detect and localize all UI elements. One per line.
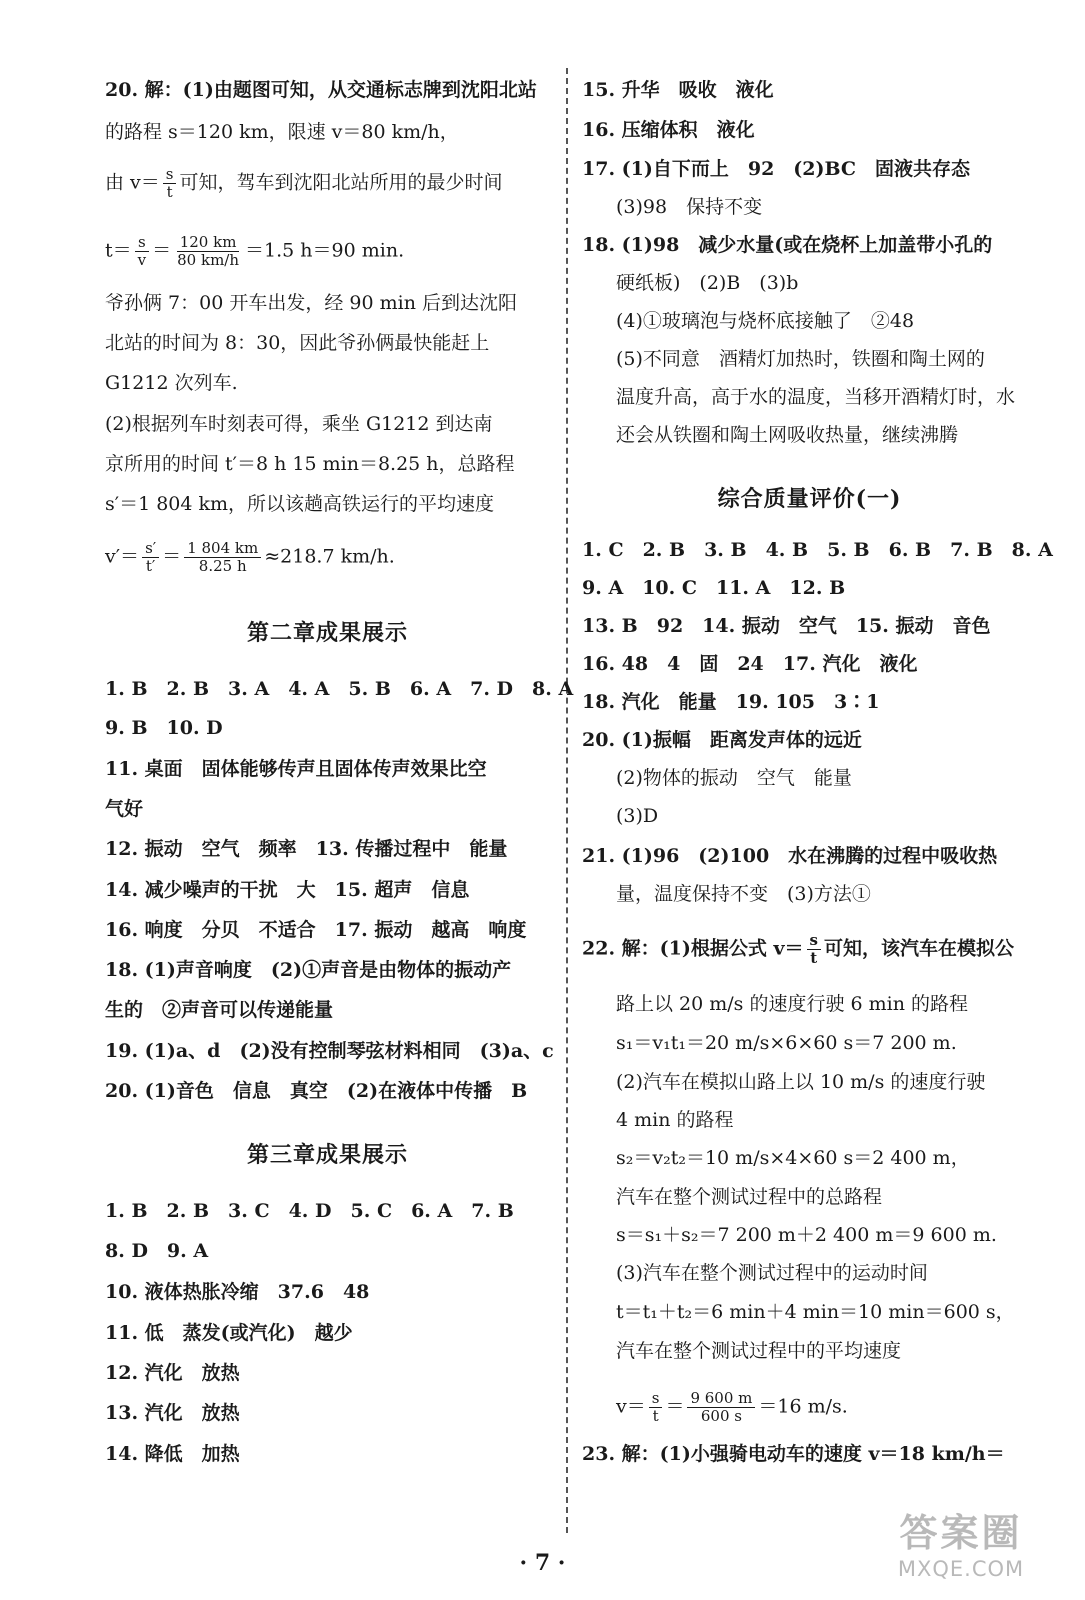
ch2-line-2: 9. B 10. D — [105, 717, 223, 739]
eval-line-13: s₁＝v₁t₁＝20 m/s×6×60 s＝7 200 m. — [616, 1032, 957, 1054]
section-title-chapter-2: 第二章成果展示 — [246, 620, 408, 646]
ch2-line-4: 气好 — [105, 798, 144, 820]
eval-line-10: 量，温度保持不变 (3)方法① — [616, 883, 871, 905]
q20-line-11 — [105, 540, 395, 575]
fraction-denominator: 8.25 h — [198, 557, 247, 575]
ch3-line-3: 10. 液体热胀冷缩 37.6 48 — [105, 1281, 370, 1303]
eval-line-20: t＝t₁＋t₂＝6 min＋4 min＝10 min＝600 s， — [616, 1301, 1015, 1323]
eval-line-4: 16. 48 4 固 24 17. 汽化 液化 — [582, 653, 918, 675]
eval-line-9: 21. (1)96 (2)100 水在沸腾的过程中吸收热 — [582, 845, 998, 867]
watermark-logo-text: 答案圈 — [899, 1511, 1023, 1555]
ch3-line-4: 11. 低 蒸发(或汽化) 越少 — [105, 1322, 353, 1344]
eval-line-8: (3)D — [616, 805, 659, 827]
ch3-line-1: 1. B 2. B 3. C 4. D 5. C 6. A 7. B — [105, 1200, 514, 1222]
ch2-line-11: 20. (1)音色 信息 真空 (2)在液体中传播 B — [105, 1080, 528, 1102]
section-title-chapter-3: 第三章成果展示 — [246, 1142, 408, 1168]
fraction-denominator: 600 s — [700, 1407, 742, 1425]
right-line-2: 16. 压缩体积 液化 — [582, 119, 755, 141]
right-line-1: 15. 升华 吸收 液化 — [582, 79, 774, 101]
ch2-line-1: 1. B 2. B 3. A 4. A 5. B 6. A 7. D 8. A — [105, 678, 574, 700]
q20-line-1: 20. 解：(1)由题图可知，从交通标志牌到沈阳北站 — [105, 79, 537, 101]
q20-text: 可知，驾车到沈阳北站所用的最少时间 — [179, 171, 503, 194]
page-number: · 7 · — [519, 1550, 566, 1576]
fraction-numerator: 120 km — [177, 234, 240, 252]
eval-line-7: (2)物体的振动 空气 能量 — [616, 767, 852, 789]
right-line-9: 温度升高，高于水的温度，当移开酒精灯时，水 — [616, 386, 1016, 408]
fraction — [807, 932, 821, 967]
fraction — [163, 166, 177, 201]
ch2-line-3: 11. 桌面 固体能够传声且固体传声效果比空 — [105, 758, 487, 780]
q20-line-10: s′＝1 804 km，所以该趟高铁运行的平均速度 — [105, 493, 495, 515]
q20-line-5: 爷孙俩 7：00 开车出发，经 90 min 后到达沈阳 — [105, 292, 517, 314]
eval-line-22 — [616, 1390, 848, 1425]
right-line-4: (3)98 保持不变 — [616, 196, 763, 218]
q20-line-2: 的路程 s＝120 km，限速 v＝80 km/h， — [105, 121, 459, 143]
fraction-numerator: s — [163, 166, 177, 184]
q20-text: ＝ — [162, 545, 182, 568]
q20-line-3 — [105, 166, 503, 201]
fraction-numerator: s — [135, 234, 149, 252]
right-line-6: 硬纸板) (2)B (3)b — [616, 272, 799, 294]
fraction — [135, 234, 149, 269]
right-line-7: (4)①玻璃泡与烧杯底接触了 ②48 — [616, 310, 915, 332]
ch3-line-5: 12. 汽化 放热 — [105, 1362, 240, 1384]
ch2-line-10: 19. (1)a、d (2)没有控制琴弦材料相同 (3)a、c — [105, 1040, 554, 1062]
fraction-numerator: s′ — [142, 540, 159, 558]
eval-line-21: 汽车在整个测试过程中的平均速度 — [616, 1340, 902, 1362]
q20-line-4 — [105, 234, 404, 269]
q20-text: ＝ — [152, 239, 172, 262]
eval-text: ＝16 m/s. — [758, 1395, 848, 1418]
eval-line-1: 1. C 2. B 3. B 4. B 5. B 6. B 7. B 8. A — [582, 539, 1053, 561]
eval-line-17: 汽车在整个测试过程中的总路程 — [616, 1186, 883, 1208]
right-line-8: (5)不同意 酒精灯加热时，铁圈和陶土网的 — [616, 348, 985, 370]
fraction-denominator: v — [137, 251, 147, 269]
fraction-numerator: 1 804 km — [184, 540, 261, 558]
column-divider — [566, 68, 568, 1533]
ch3-line-2: 8. D 9. A — [105, 1240, 209, 1262]
q20-line-8: (2)根据列车时刻表可得，乘坐 G1212 到达南 — [105, 413, 493, 435]
right-line-3: 17. (1)自下而上 92 (2)BC 固液共存态 — [582, 158, 971, 180]
ch2-line-7: 16. 响度 分贝 不适合 17. 振动 越高 响度 — [105, 919, 527, 941]
eval-line-5: 18. 汽化 能量 19. 105 3∶1 — [582, 691, 880, 713]
fraction-numerator: 9 600 m — [687, 1390, 755, 1408]
eval-line-19: (3)汽车在整个测试过程中的运动时间 — [616, 1262, 928, 1284]
eval-line-6: 20. (1)振幅 距离发声体的远近 — [582, 729, 862, 751]
ch2-line-6: 14. 减少噪声的干扰 大 15. 超声 信息 — [105, 879, 470, 901]
fraction — [142, 540, 159, 575]
fraction — [174, 234, 242, 269]
eval-text: v＝ — [616, 1395, 646, 1418]
eval-text: 22. 解：(1)根据公式 v＝ — [582, 937, 804, 960]
q20-text: t＝ — [105, 239, 132, 262]
fraction — [687, 1390, 755, 1425]
fraction-numerator: s — [649, 1390, 663, 1408]
eval-line-3: 13. B 92 14. 振动 空气 15. 振动 音色 — [582, 615, 991, 637]
eval-line-23: 23. 解：(1)小强骑电动车的速度 v＝18 km/h＝ — [582, 1443, 1005, 1465]
eval-text: ＝ — [665, 1395, 685, 1418]
ch3-line-6: 13. 汽化 放热 — [105, 1402, 240, 1424]
section-title-evaluation: 综合质量评价(一) — [717, 486, 902, 512]
eval-text: 可知，该汽车在模拟公 — [823, 937, 1014, 960]
q20-text: ≈218.7 km/h. — [264, 545, 395, 568]
eval-line-12: 路上以 20 m/s 的速度行驶 6 min 的路程 — [616, 993, 969, 1015]
fraction-denominator: 80 km/h — [177, 251, 240, 269]
q20-text: ＝1.5 h＝90 min. — [245, 239, 405, 262]
q20-line-9: 京所用的时间 t′＝8 h 15 min＝8.25 h，总路程 — [105, 453, 515, 475]
eval-line-11 — [582, 932, 1014, 967]
fraction-numerator: s — [807, 932, 821, 950]
q20-text: 由 v＝ — [105, 171, 160, 194]
right-line-5: 18. (1)98 减少水量(或在烧杯上加盖带小孔的 — [582, 234, 993, 256]
right-line-10: 还会从铁圈和陶土网吸收热量，继续沸腾 — [616, 424, 959, 446]
fraction — [184, 540, 261, 575]
fraction-denominator: t — [166, 183, 173, 201]
eval-line-16: s₂＝v₂t₂＝10 m/s×4×60 s＝2 400 m， — [616, 1147, 970, 1169]
fraction — [649, 1390, 663, 1425]
fraction-denominator: t — [810, 949, 818, 967]
q20-text: v′＝ — [105, 545, 140, 568]
eval-line-15: 4 min 的路程 — [616, 1109, 734, 1131]
ch2-line-5: 12. 振动 空气 频率 13. 传播过程中 能量 — [105, 838, 508, 860]
ch2-line-9: 生的 ②声音可以传递能量 — [105, 999, 334, 1021]
q20-line-6: 北站的时间为 8：30，因此爷孙俩最快能赶上 — [105, 332, 490, 354]
eval-line-18: s＝s₁＋s₂＝7 200 m＋2 400 m＝9 600 m. — [616, 1224, 997, 1246]
watermark-logo — [861, 1510, 1061, 1590]
watermark-url: MXQE.COM — [897, 1557, 1025, 1581]
eval-line-2: 9. A 10. C 11. A 12. B — [582, 577, 846, 599]
ch2-line-8: 18. (1)声音响度 (2)①声音是由物体的振动产 — [105, 959, 512, 981]
fraction-denominator: t′ — [145, 557, 156, 575]
q20-line-7: G1212 次列车. — [105, 372, 238, 394]
ch3-line-7: 14. 降低 加热 — [105, 1443, 240, 1465]
eval-line-14: (2)汽车在模拟山路上以 10 m/s 的速度行驶 — [616, 1071, 986, 1093]
fraction-denominator: t — [652, 1407, 659, 1425]
